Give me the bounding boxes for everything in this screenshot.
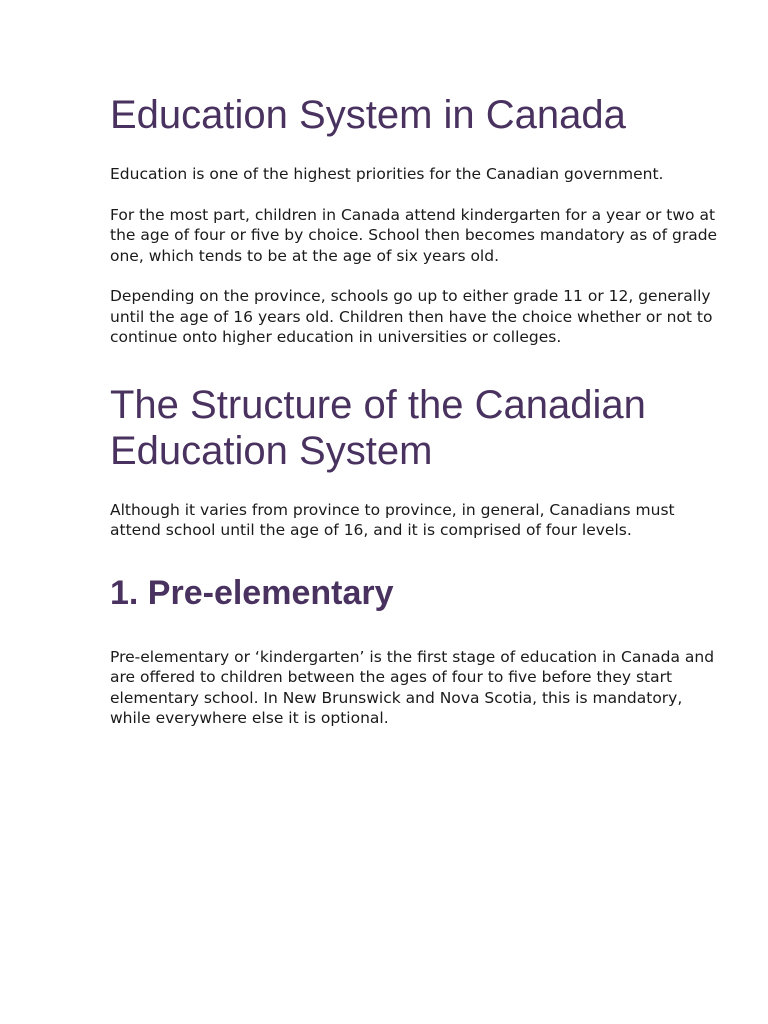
intro-paragraph-2: For the most part, children in Canada attend kindergarten for a year or two at the age of four or five by choice. School then becomes mandatory as of grade one, which tends to be at the age of six years old. [110, 205, 718, 265]
intro-paragraph-1: Education is one of the highest priorities for the Canadian government. [110, 165, 664, 183]
structure-paragraph: Although it varies from province to province, in general, Canadians must attend school until the age of 16, and it is comprised of four levels. [110, 500, 675, 539]
structure-heading: The Structure of the Canadian Education System [110, 382, 646, 473]
document-content [110, 92, 720, 729]
page-title: Education System in Canada [110, 93, 626, 137]
pre-elementary-paragraph: Pre-elementary or ‘kindergarten’ is the first stage of education in Canada and are offered to children between the ages of four to five before they start elementary school. In New Brunswick and Nova Scotia, this is mandatory, while everywhere else it is optional. [110, 647, 715, 727]
intro-paragraph-3: Depending on the province, schools go up to either grade 11 or 12, generally until the age of 16 years old. Children then have the choice whether or not to continue onto higher education in universities or colleges. [110, 287, 713, 346]
pre-elementary-heading: 1. Pre-elementary [110, 573, 394, 612]
